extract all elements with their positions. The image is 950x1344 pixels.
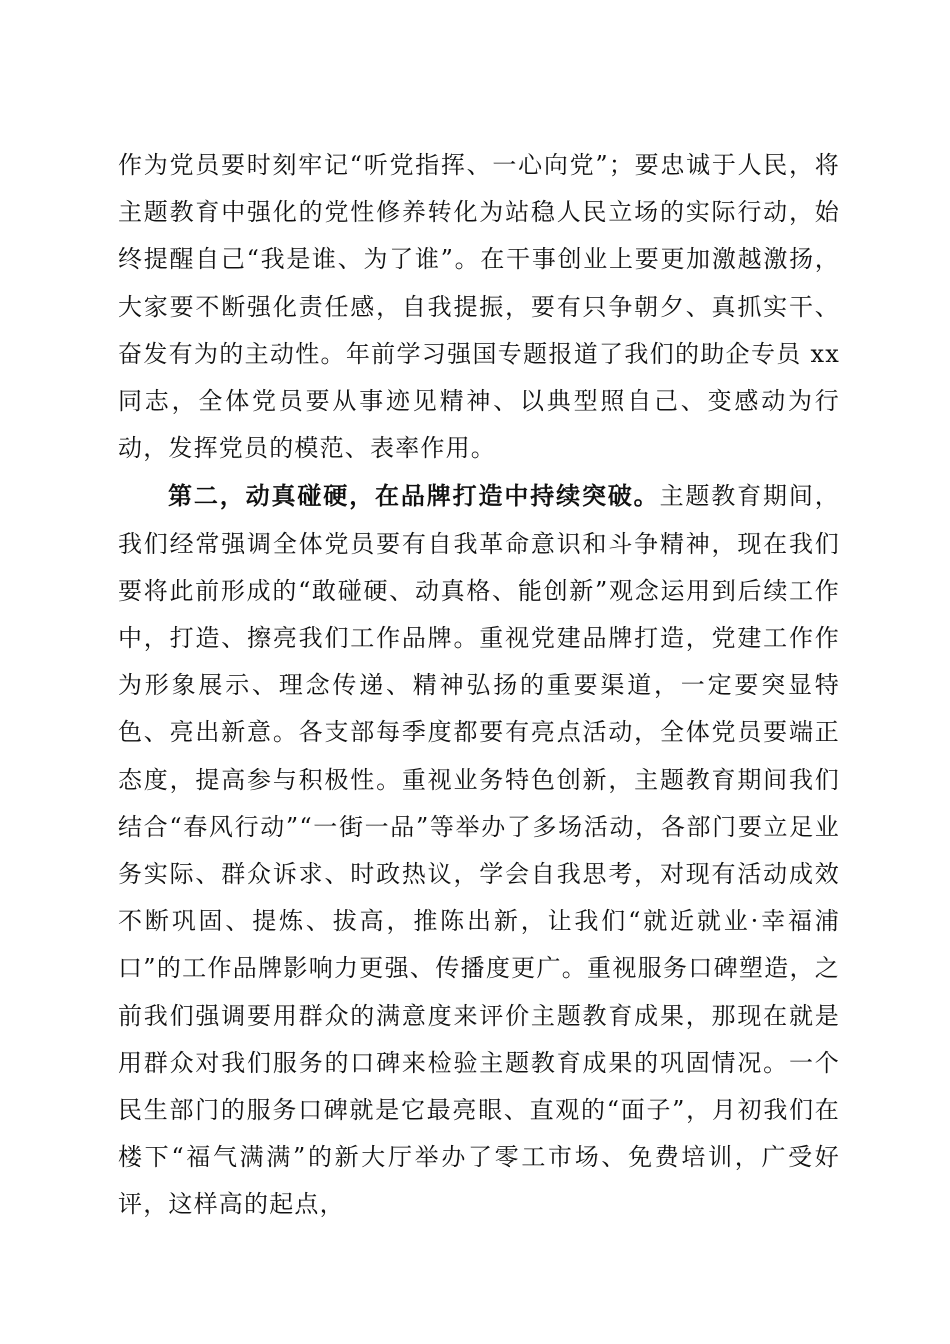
paragraph-1: 作为党员要时刻牢记“听党指挥、一心向党”；要忠诚于人民，将主题教育中强化的党性修养转化为站稳人民立场的实际行动，始终提醒自己“我是谁、为了谁”。在干事创业上要更加激越激扬，大家要不断强化责任感，自我提振，要有只争朝夕、真抓实干、奋发有为的主动性。年前学习强国专题报道了我们的助企专员 xx 同志，全体党员要从事迹见精神、以典型照自己、变感动为行动，发挥党员的模范、表率作用。 bbox=[118, 151, 840, 463]
document-body bbox=[118, 142, 840, 1229]
paragraph-2-heading: 第二，动真碰硬，在品牌打造中持续突破。 bbox=[168, 481, 660, 511]
paragraph-2-body: 主题教育期间，我们经常强调全体党员要有自我革命意识和斗争精神，现在我们要将此前形成的“敢碰硬、动真格、能创新”观念运用到后续工作中，打造、擦亮我们工作品牌。重视党建品牌打造，党建工作作为形象展示、理念传递、精神弘扬的重要渠道，一定要突显特色、亮出新意。各支部每季度都要有亮点活动，全体党员要端正态度，提高参与积极性。重视业务特色创新，主题教育期间我们结合“春风行动”“一街一品”等举办了多场活动，各部门要立足业务实际、群众诉求、时政热议，学会自我思考，对现有活动成效不断巩固、提炼、拔高，推陈出新，让我们“就近就业·幸福浦口”的工作品牌影响力更强、传播度更广。重视服务口碑塑造，之前我们强调要用群众的满意度来评价主题教育成果，那现在就是用群众对我们服务的口碑来检验主题教育成果的巩固情况。一个民生部门的服务口碑就是它最亮眼、直观的“面子”，月初我们在楼下“福气满满”的新大厅举办了零工市场、免费培训，广受好评，这样高的起点， bbox=[118, 482, 840, 1219]
paragraph-2 bbox=[118, 472, 840, 1228]
